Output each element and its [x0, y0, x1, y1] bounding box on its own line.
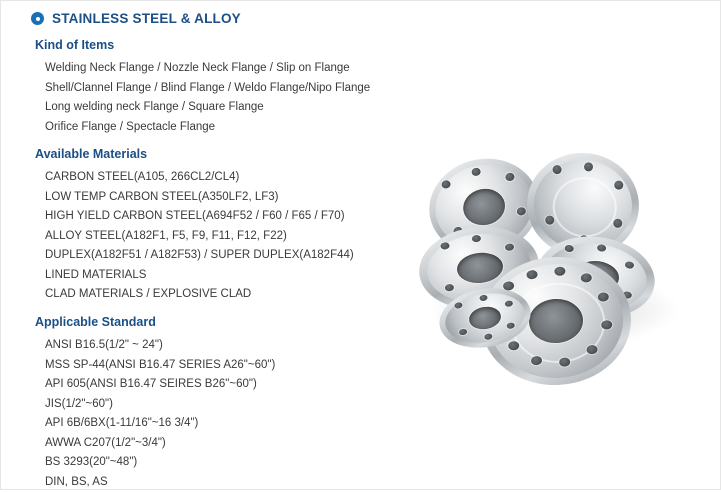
list-item: Shell/Clannel Flange / Blind Flange / Weldo Flange/Nipo Flange — [45, 79, 370, 99]
list-item: ANSI B16.5(1/2" ~ 24") — [45, 336, 275, 356]
list-item: CLAD MATERIALS / EXPLOSIVE CLAD — [45, 285, 354, 305]
section-kind-of-items — [35, 38, 370, 137]
section-available-materials — [35, 147, 354, 305]
list-item: LOW TEMP CARBON STEEL(A350LF2, LF3) — [45, 188, 354, 208]
section-title: Applicable Standard — [35, 315, 275, 329]
list-item: JIS(1/2"~60") — [45, 395, 275, 415]
list-item: BS 3293(20"~48") — [45, 453, 275, 473]
list-item: Orifice Flange / Spectacle Flange — [45, 118, 370, 138]
section-list — [35, 59, 370, 137]
list-item: DIN, BS, AS — [45, 473, 275, 492]
list-item: LINED MATERIALS — [45, 266, 354, 286]
section-applicable-standard — [35, 315, 275, 492]
bullet-circle-icon — [31, 12, 44, 25]
section-list — [35, 336, 275, 492]
page-header — [31, 11, 241, 26]
list-item: CARBON STEEL(A105, 266CL2/CL4) — [45, 168, 354, 188]
section-title: Available Materials — [35, 147, 354, 161]
list-item: Long welding neck Flange / Square Flange — [45, 98, 370, 118]
section-title: Kind of Items — [35, 38, 370, 52]
list-item: API 6B/6BX(1-11/16"~16 3/4") — [45, 414, 275, 434]
list-item: AWWA C207(1/2"~3/4") — [45, 434, 275, 454]
list-item: Welding Neck Flange / Nozzle Neck Flange / Slip on Flange — [45, 59, 370, 79]
page-title: STAINLESS STEEL & ALLOY — [52, 11, 241, 26]
list-item: ALLOY STEEL(A182F1, F5, F9, F11, F12, F22) — [45, 227, 354, 247]
list-item: DUPLEX(A182F51 / A182F53) / SUPER DUPLEX(A182F44) — [45, 246, 354, 266]
list-item: MSS SP-44(ANSI B16.47 SERIES A26"~60") — [45, 356, 275, 376]
list-item: API 605(ANSI B16.47 SEIRES B26"~60") — [45, 375, 275, 395]
section-list — [35, 168, 354, 305]
flange-photo — [419, 149, 694, 349]
list-item: HIGH YIELD CARBON STEEL(A694F52 / F60 / F65 / F70) — [45, 207, 354, 227]
